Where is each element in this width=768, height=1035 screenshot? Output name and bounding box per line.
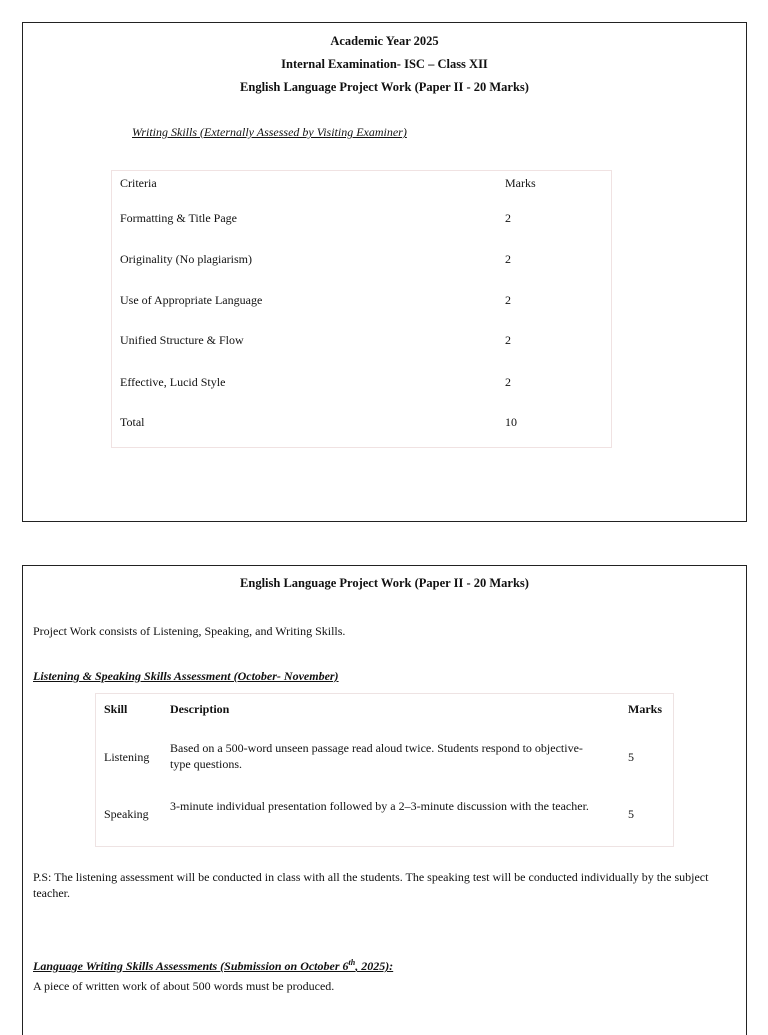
marks-cell: 2 <box>505 375 511 389</box>
criteria-table <box>111 170 612 448</box>
writing-label-text-end: , 2025): <box>355 959 394 973</box>
criteria-cell: Effective, Lucid Style <box>120 375 226 389</box>
column-header-criteria: Criteria <box>120 176 157 190</box>
marks-cell: 2 <box>505 333 511 347</box>
heading-project-work: English Language Project Work (Paper II - 20 Marks) <box>240 576 529 590</box>
description-cell: 3-minute individual presentation followed by a 2–3-minute discussion with the teacher. <box>170 799 589 813</box>
writing-skills-label <box>33 955 393 974</box>
writing-label-superscript: th <box>348 958 356 967</box>
heading-academic-year: Academic Year 2025 <box>330 34 439 48</box>
skill-cell: Listening <box>104 750 150 764</box>
marks-cell: 5 <box>628 750 634 764</box>
marks-cell: 2 <box>505 211 511 225</box>
criteria-cell: Use of Appropriate Language <box>120 293 263 307</box>
marks-cell: 2 <box>505 252 511 266</box>
heading-internal-exam: Internal Examination- ISC – Class XII <box>281 57 488 71</box>
column-header-description: Description <box>170 702 230 716</box>
heading-project-work: English Language Project Work (Paper II - 20 Marks) <box>240 80 529 94</box>
marks-cell: 5 <box>628 807 634 821</box>
skills-table <box>95 693 674 847</box>
page-2 <box>22 565 747 1035</box>
skill-cell: Speaking <box>104 807 149 821</box>
criteria-cell: Originality (No plagiarism) <box>120 252 252 266</box>
column-header-marks: Marks <box>628 702 662 716</box>
criteria-cell: Unified Structure & Flow <box>120 333 244 347</box>
description-cell: Based on a 500-word unseen passage read aloud twice. Students respond to objective-type questions. <box>170 741 583 771</box>
writing-skills-label: Writing Skills (Externally Assessed by Visiting Examiner) <box>132 125 407 139</box>
column-header-skill: Skill <box>104 702 128 716</box>
criteria-cell: Formatting & Title Page <box>120 211 238 225</box>
criteria-cell-total: Total <box>120 415 145 429</box>
column-header-marks: Marks <box>505 176 536 190</box>
intro-text: Project Work consists of Listening, Speaking, and Writing Skills. <box>33 624 346 638</box>
ps-note: P.S: The listening assessment will be conducted in class with all the students. The speaking test will be conducted individually by the subject teacher. <box>33 870 709 900</box>
listening-speaking-label: Listening & Speaking Skills Assessment (October- November) <box>33 669 339 683</box>
writing-label-text: Language Writing Skills Assessments (Submission on October 6 <box>33 959 349 973</box>
writing-note: A piece of written work of about 500 words must be produced. <box>33 979 335 993</box>
marks-cell: 2 <box>505 293 511 307</box>
page-1 <box>22 22 747 522</box>
marks-cell-total: 10 <box>505 415 517 429</box>
